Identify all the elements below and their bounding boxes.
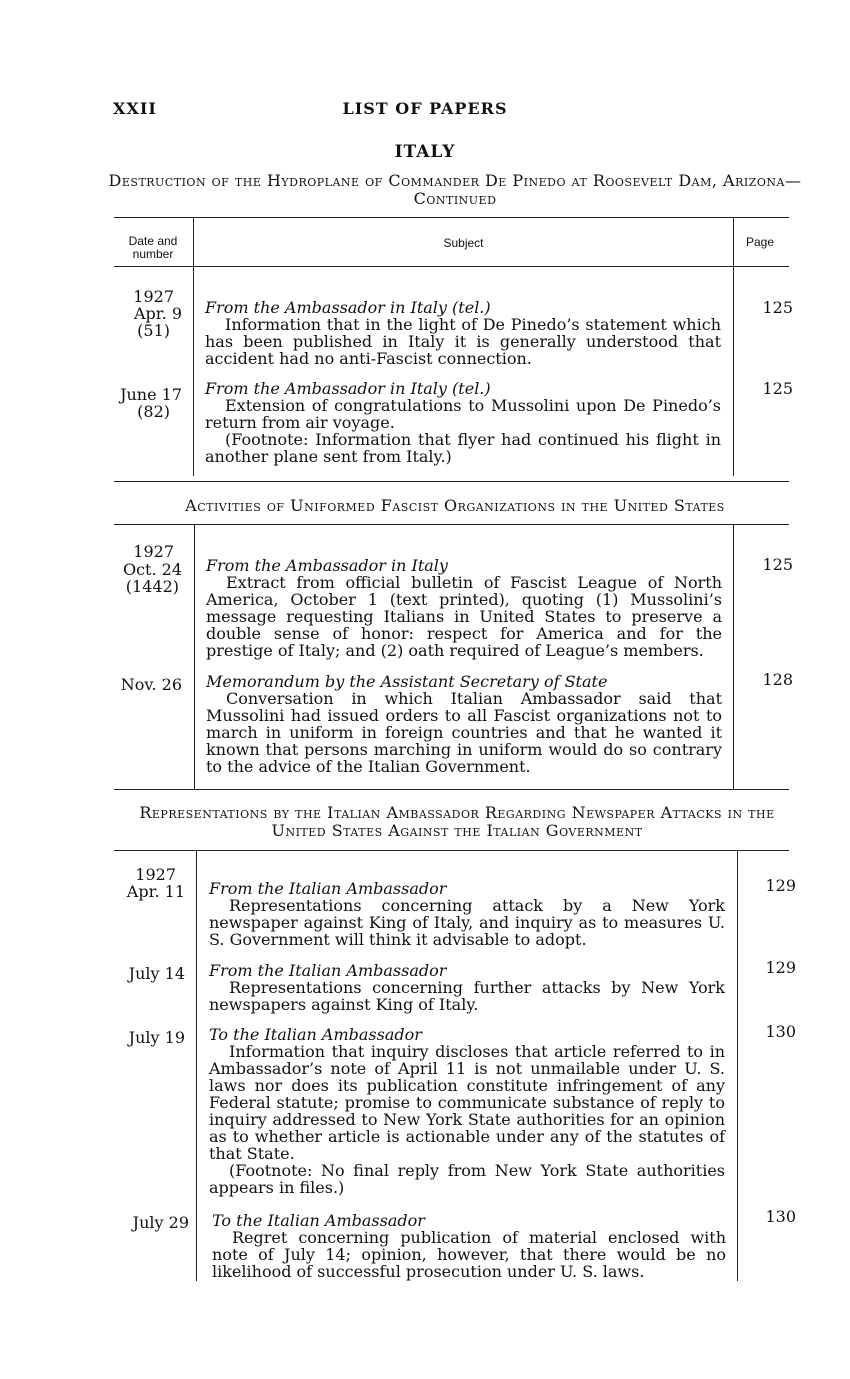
list-item xyxy=(209,1026,725,1196)
table-rule xyxy=(114,524,789,525)
entry-number: (1442) xyxy=(125,577,179,596)
list-item xyxy=(209,880,725,948)
entry-page: 125 xyxy=(762,379,793,398)
entry-from: From the Italian Ambassador xyxy=(209,879,447,898)
column-divider xyxy=(733,218,734,476)
entry-body: Regret concerning publication of material enclosed with note of July 14; opinion, however, that there would be no likelihood of successful prosecution under U. S. laws. xyxy=(212,1228,726,1281)
section-title-2: Activities of Uniformed Fascist Organizations in the United States xyxy=(185,496,725,515)
year-label: 1927 xyxy=(133,287,174,306)
entry-page: 125 xyxy=(762,555,793,574)
table-rule xyxy=(114,850,789,851)
column-divider xyxy=(194,525,195,789)
entry-number: (82) xyxy=(137,402,170,421)
column-divider xyxy=(733,525,734,789)
column-divider xyxy=(737,851,738,1281)
entry-page: 125 xyxy=(762,298,793,317)
list-item xyxy=(205,299,721,367)
country-heading: ITALY xyxy=(394,142,456,162)
entry-from: Memorandum by the Assistant Secretary of State xyxy=(206,672,608,691)
entry-number: (51) xyxy=(137,321,170,340)
column-divider xyxy=(193,218,194,476)
entry-from: From the Ambassador in Italy (tel.) xyxy=(205,298,491,317)
table-rule xyxy=(114,789,789,790)
entry-from: To the Italian Ambassador xyxy=(212,1211,425,1230)
entry-body: Extension of congratulations to Mussolini upon De Pinedo’s return from air voyage. xyxy=(205,396,721,432)
column-divider xyxy=(196,851,197,1281)
list-item xyxy=(212,1212,726,1280)
table-rule xyxy=(114,266,789,267)
running-title: LIST OF PAPERS xyxy=(342,99,508,118)
column-header-date: Date and number xyxy=(128,234,178,261)
entry-body: Extract from official bulletin of Fascist League of North America, October 1 (text printed), quoting (1) Mussolini’s message requesting Italians in United States to preserve a double sense of honor: respect for America and for the prestige of Italy; and (2) oath required of League’s members. xyxy=(206,573,722,660)
entry-body: Representations concerning further attacks by New York newspapers against King of Italy. xyxy=(209,978,725,1014)
entry-date: Oct. 24 xyxy=(122,560,182,579)
entry-body: Information that in the light of De Pinedo’s statement which has been published in Italy it is generally understood that accident had no anti-Fascist connection. xyxy=(205,315,721,368)
entry-footnote: (Footnote: No final reply from New York State authorities appears in files.) xyxy=(209,1161,725,1197)
section-title-3: Representations by the Italian Ambassador Regarding Newspaper Attacks in the United States Against the Italian Government xyxy=(139,803,775,840)
list-item xyxy=(206,673,722,775)
entry-date: July 19 xyxy=(128,1028,185,1047)
page-number: XXII xyxy=(113,99,157,118)
entry-date: July 14 xyxy=(128,964,185,983)
entry-body: Information that inquiry discloses that article referred to in Ambassador’s note of April 11 is not unmailable under U. S. laws nor does its publication constitute infringement of any Federal statute; promise to communicate substance of reply to inquiry addressed to New York State authorities for an opinion as to whether article is actionable under any of the statutes of that State. xyxy=(209,1042,725,1163)
entry-page: 129 xyxy=(765,958,796,977)
entry-page: 130 xyxy=(765,1207,796,1226)
entry-footnote: (Footnote: Information that flyer had continued his flight in another plane sent from Italy.) xyxy=(205,430,721,466)
list-item xyxy=(206,557,722,659)
year-label: 1927 xyxy=(135,865,176,884)
entry-from: From the Ambassador in Italy xyxy=(206,556,448,575)
column-header-page: Page xyxy=(745,235,775,249)
entry-from: From the Italian Ambassador xyxy=(209,961,447,980)
entry-page: 129 xyxy=(765,876,796,895)
entry-page: 130 xyxy=(765,1022,796,1041)
list-item xyxy=(209,962,725,1013)
entry-page: 128 xyxy=(762,670,793,689)
entry-from: To the Italian Ambassador xyxy=(209,1025,422,1044)
entry-body: Representations concerning attack by a New York newspaper against King of Italy, and inquiry as to measures U. S. Government will think it advisable to adopt. xyxy=(209,896,725,949)
entry-from: From the Ambassador in Italy (tel.) xyxy=(205,379,491,398)
list-item xyxy=(205,380,721,465)
entry-date: Apr. 9 xyxy=(133,304,182,323)
table-rule xyxy=(114,217,789,218)
entry-date: June 17 xyxy=(120,385,182,404)
year-label: 1927 xyxy=(133,542,174,561)
entry-date: July 29 xyxy=(132,1213,189,1232)
table-rule xyxy=(114,481,789,482)
entry-body: Conversation in which Italian Ambassador said that Mussolini had issued orders to all Fascist organizations not to march in uniform in foreign countries and that he wanted it known that persons marching in uniform would do so contrary to the advice of the Italian Government. xyxy=(206,689,722,776)
section-title-1: Destruction of the Hydroplane of Commander De Pinedo at Roosevelt Dam, Arizona—Continued xyxy=(108,171,802,208)
column-header-subject: Subject xyxy=(443,236,484,250)
entry-date: Nov. 26 xyxy=(120,675,182,694)
entry-date: Apr. 11 xyxy=(126,882,185,901)
